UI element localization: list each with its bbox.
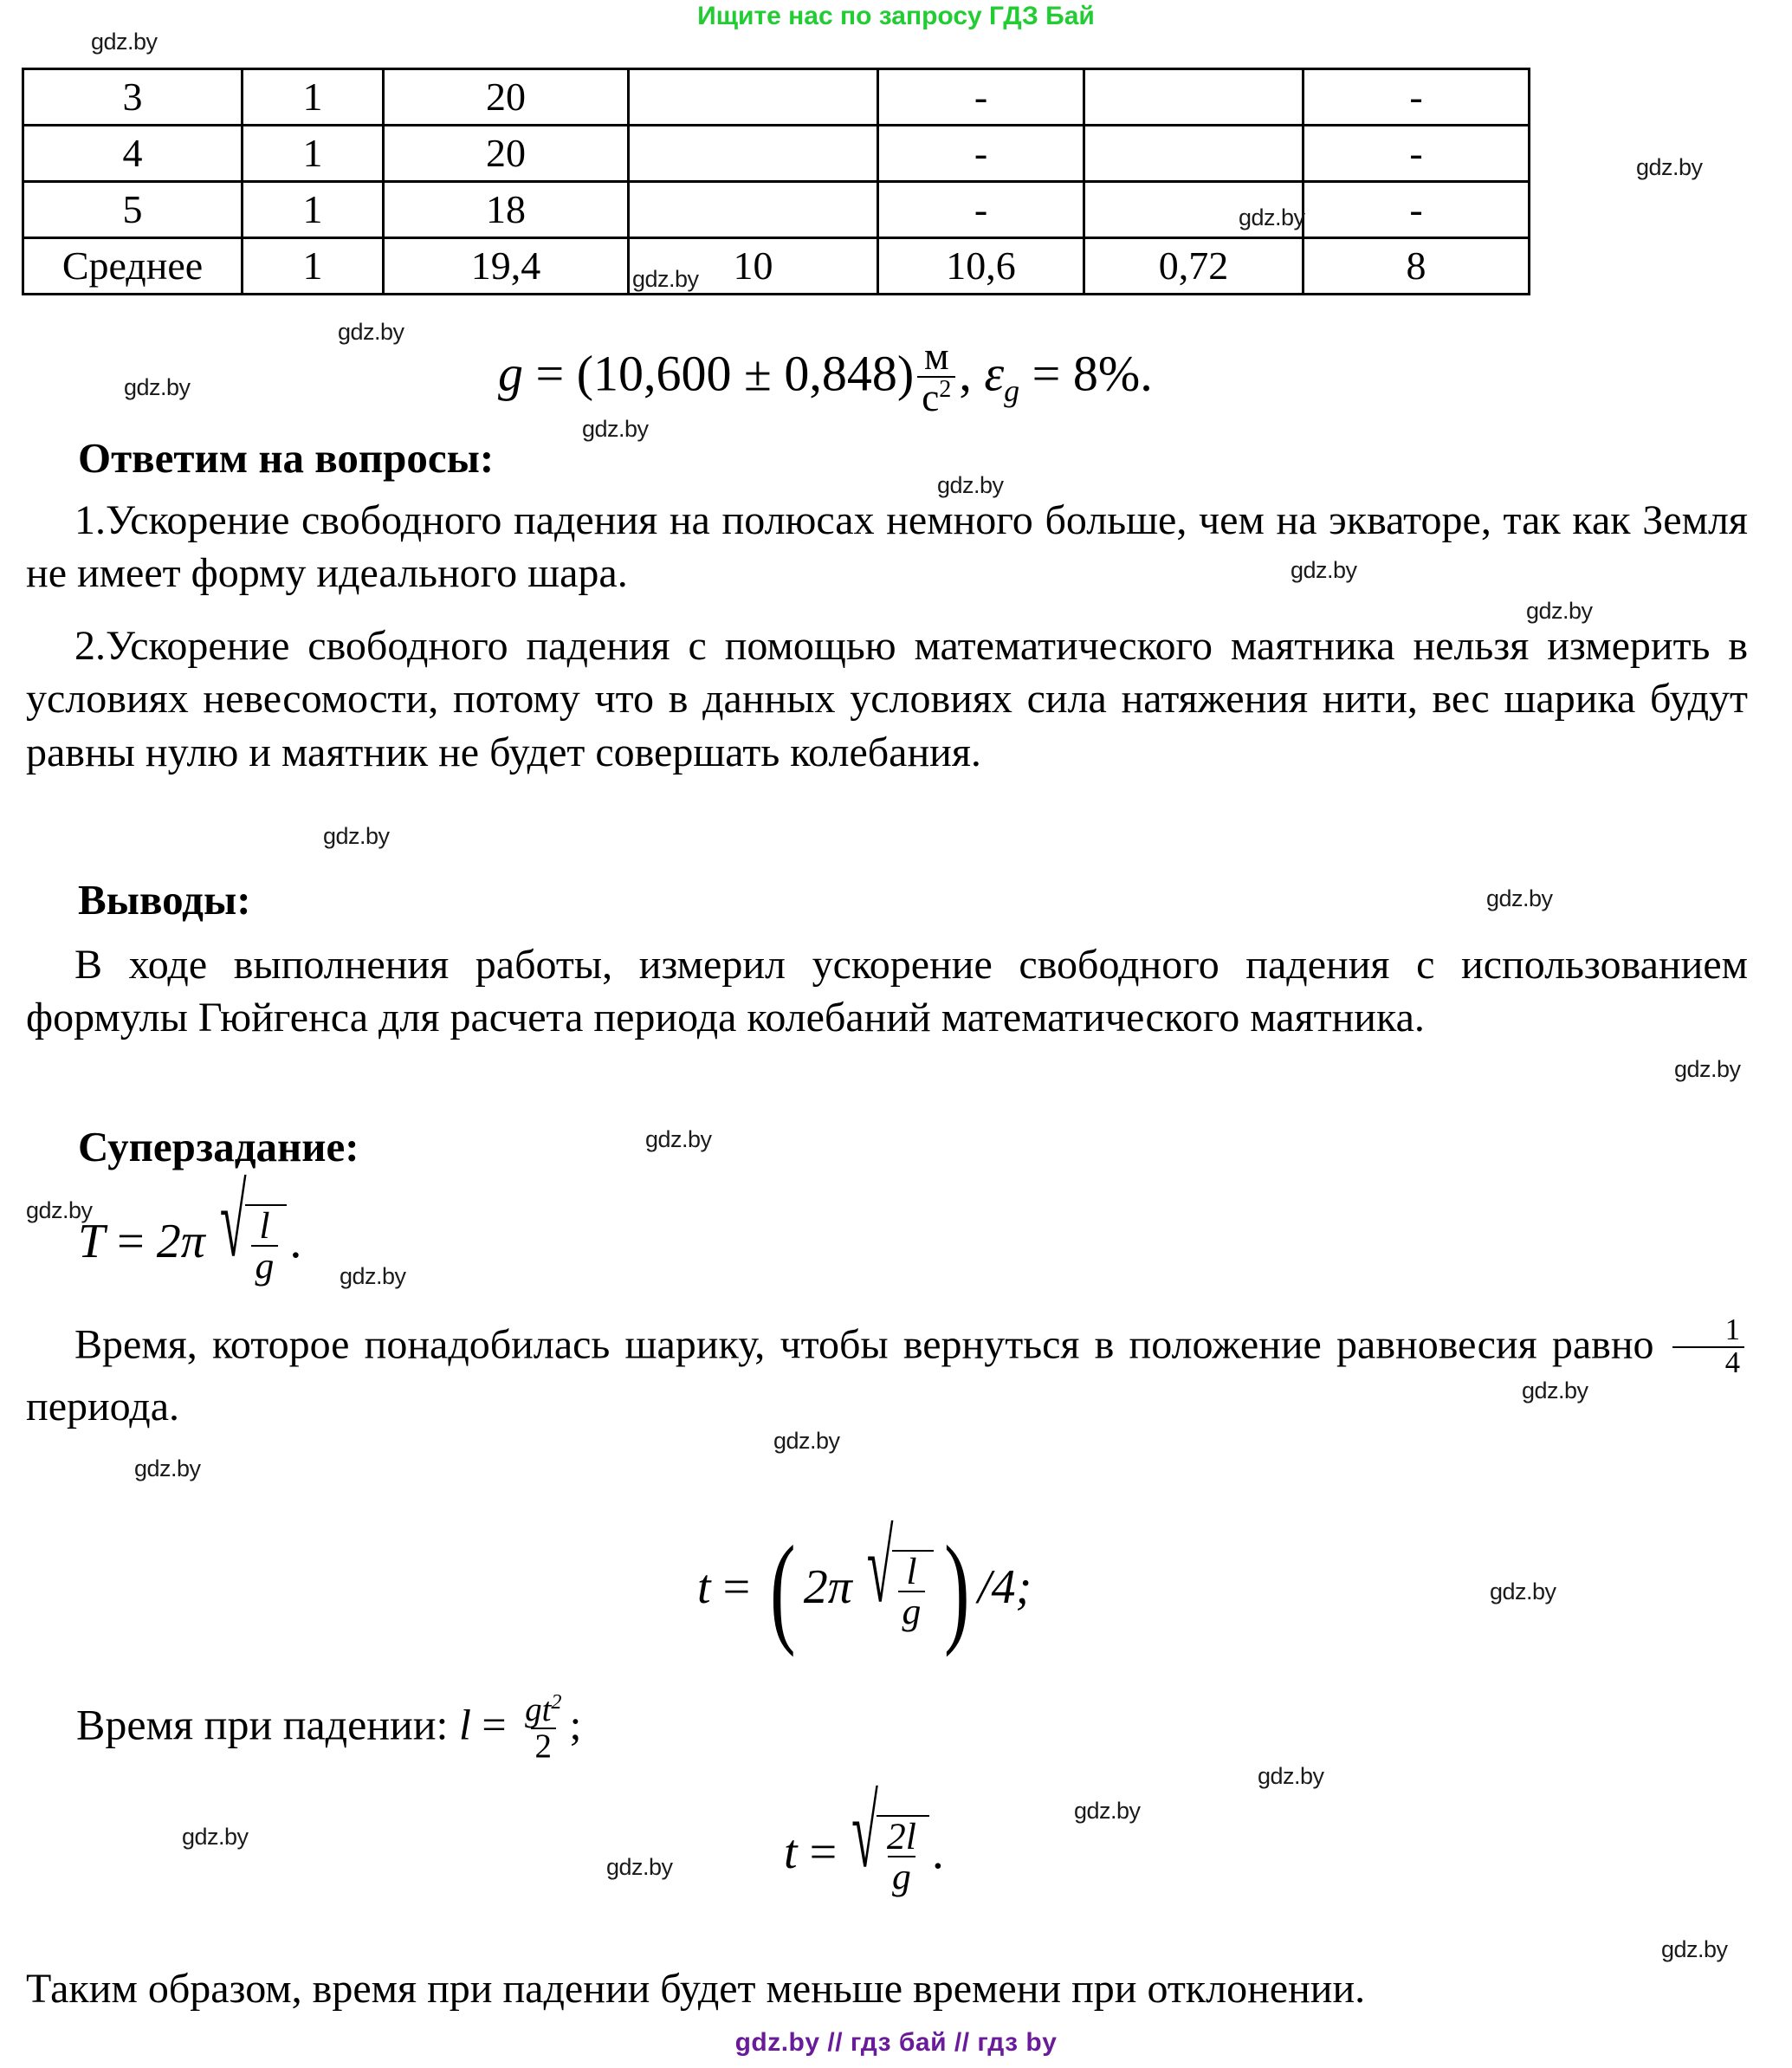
measurements-table-wrapper xyxy=(22,68,1510,295)
formula-period: . xyxy=(931,1825,944,1879)
fall-time-line xyxy=(76,1690,582,1766)
num-base: gt xyxy=(525,1691,552,1729)
watermark-gdz: gdz.by xyxy=(1258,1763,1324,1789)
sqrt-icon xyxy=(851,1776,929,1898)
watermark-gdz: gdz.by xyxy=(91,29,158,55)
result-formula xyxy=(498,334,1153,419)
formula-error: 0,848 xyxy=(784,345,897,402)
watermark-gdz: gdz.by xyxy=(340,1263,406,1289)
table-cell: 10,6 xyxy=(878,238,1084,295)
table-cell: 20 xyxy=(384,69,629,126)
watermark-gdz: gdz.by xyxy=(632,266,699,292)
unit-numerator: м xyxy=(923,334,949,378)
super-task-text-before xyxy=(26,1313,1748,1433)
fraction-numerator: l xyxy=(259,1204,270,1247)
final-conclusion-text: Таким образом, время при падении будет меньше времени при отклонении. xyxy=(26,1966,1366,2012)
watermark-gdz: gdz.by xyxy=(1291,557,1357,583)
table-row xyxy=(23,69,1530,126)
table-cell: 1 xyxy=(243,182,384,238)
watermark-gdz: gdz.by xyxy=(645,1126,712,1152)
radical-sign: √ xyxy=(851,1776,878,1890)
formula-symbol-t: t xyxy=(784,1825,798,1879)
table-cell: 1 xyxy=(243,126,384,182)
unit-den-exponent: 2 xyxy=(939,375,952,403)
formula-tail: /4; xyxy=(977,1559,1032,1614)
table-cell: 1 xyxy=(243,238,384,295)
unit-fraction xyxy=(917,336,955,418)
formula-equals: = xyxy=(722,1559,751,1614)
formula-semicolon: ; xyxy=(569,1700,582,1749)
formula-equals-2: = xyxy=(1032,345,1061,402)
table-cell: 20 xyxy=(384,126,629,182)
formula-symbol-T: T xyxy=(78,1214,106,1268)
watermark-gdz: gdz.by xyxy=(1239,204,1305,230)
table-cell xyxy=(629,69,878,126)
table-cell: 3 xyxy=(23,69,243,126)
formula-period: . xyxy=(289,1214,302,1268)
table-cell xyxy=(1084,69,1304,126)
unit-den-base: с xyxy=(922,375,940,419)
watermark-gdz: gdz.by xyxy=(1490,1579,1556,1604)
paren-open-large: ( xyxy=(770,1520,796,1658)
watermark-gdz: gdz.by xyxy=(134,1455,201,1481)
table-cell: - xyxy=(878,126,1084,182)
paren-close-large: ) xyxy=(944,1520,970,1658)
formula-equals: = xyxy=(535,345,565,402)
fraction-denominator: 2 xyxy=(531,1728,557,1764)
watermark-gdz: gdz.by xyxy=(338,319,404,345)
table-cell: 0,72 xyxy=(1084,238,1304,295)
conclusions-heading: Выводы: xyxy=(78,876,251,924)
formula-epsilon: ε xyxy=(984,345,1005,402)
table-cell: - xyxy=(1304,182,1530,238)
formula-equals: = xyxy=(482,1700,507,1749)
table-cell: - xyxy=(1304,69,1530,126)
table-cell: 19,4 xyxy=(384,238,629,295)
table-cell xyxy=(1084,182,1304,238)
watermark-gdz: gdz.by xyxy=(26,1197,93,1223)
table-row xyxy=(23,238,1530,295)
formula-plus-minus: ± xyxy=(744,345,772,402)
formula-epsilon-value: 8%. xyxy=(1072,345,1153,402)
table-cell: 4 xyxy=(23,126,243,182)
table-row xyxy=(23,182,1530,238)
fraction-numerator: 1 xyxy=(1724,1313,1741,1347)
watermark-gdz: gdz.by xyxy=(1074,1798,1141,1824)
watermark-gdz: gdz.by xyxy=(937,472,1004,498)
radical-sign: √ xyxy=(866,1511,894,1625)
formula-equals: = xyxy=(809,1825,838,1879)
watermark-gdz: gdz.by xyxy=(1526,598,1593,624)
table-cell: 5 xyxy=(23,182,243,238)
sqrt-icon xyxy=(219,1165,288,1287)
question-item-2: 2.Ускорение свободного падения с помощью математического маятника нельзя измерить в условиях невесомости, потому что в данных условиях сила натяжения нити, вес шарика будут равны нулю и маятник не будет совершать колебания. xyxy=(26,623,1748,775)
table-cell: 10 xyxy=(629,238,878,295)
unit-denominator xyxy=(917,376,955,418)
fraction-numerator xyxy=(521,1692,566,1728)
formula-symbol-g: g xyxy=(498,345,523,402)
table-cell: 8 xyxy=(1304,238,1530,295)
table-cell xyxy=(629,182,878,238)
watermark-gdz: gdz.by xyxy=(323,823,390,849)
watermark-gdz: gdz.by xyxy=(1661,1936,1728,1962)
measurements-table xyxy=(22,68,1530,295)
watermark-gdz: gdz.by xyxy=(773,1428,840,1454)
table-cell: 1 xyxy=(243,69,384,126)
watermark-gdz: gdz.by xyxy=(606,1854,673,1880)
watermark-gdz: gdz.by xyxy=(1674,1056,1741,1082)
watermark-gdz: gdz.by xyxy=(182,1824,249,1850)
fraction-denominator: g xyxy=(898,1591,926,1631)
num-exponent: 2 xyxy=(551,1690,562,1715)
question-item-1: 1.Ускорение свободного падения на полюсах немного больше, чем на экваторе, так как Земля не имеет форму идеального шара. xyxy=(26,497,1748,597)
super-task-text-after: периода. xyxy=(26,1383,180,1429)
table-cell: - xyxy=(878,182,1084,238)
watermark-gdz: gdz.by xyxy=(124,374,191,400)
formula-paren-close: ) xyxy=(896,345,915,402)
sqrt-body xyxy=(877,1815,929,1898)
watermark-gdz: gdz.by xyxy=(1636,154,1703,180)
sqrt-body xyxy=(245,1204,288,1287)
super-task-text-span: Время, которое понадобилась шарику, чтобы вернуться в положение равновесия равно xyxy=(74,1321,1654,1368)
lg-fraction xyxy=(898,1550,926,1633)
table-cell-average-label: Среднее xyxy=(23,238,243,295)
2lg-fraction xyxy=(883,1815,921,1898)
table-row xyxy=(23,126,1530,182)
sqrt-icon xyxy=(866,1511,935,1633)
formula-paren-open: ( xyxy=(576,345,594,402)
fraction-numerator: l xyxy=(906,1550,917,1592)
promo-banner: Ищите нас по запросу ГДЗ Бай xyxy=(697,2,1095,30)
fraction-denominator: g xyxy=(888,1856,915,1896)
fraction-numerator: 2l xyxy=(886,1815,916,1857)
fraction-denominator: g xyxy=(251,1245,279,1286)
questions-heading: Ответим на вопросы: xyxy=(78,434,495,482)
conclusions-text: В ходе выполнения работы, измерил ускорение свободного падения с использованием формулы Гюйгенса для расчета периода колебаний математического маятника. xyxy=(26,942,1748,1041)
fall-time-label: Время при падении: xyxy=(76,1700,449,1749)
table-cell: 18 xyxy=(384,182,629,238)
fraction-denominator: 4 xyxy=(1672,1346,1744,1378)
table-cell: - xyxy=(878,69,1084,126)
sqrt-body xyxy=(892,1550,935,1633)
radical-sign: √ xyxy=(219,1165,247,1280)
period-formula xyxy=(78,1165,302,1287)
footer-links: gdz.by // гдз бай // гдз by xyxy=(734,2028,1058,2057)
formula-symbol-t: t xyxy=(697,1559,711,1614)
time-formula xyxy=(697,1511,1032,1663)
formula-comma: , xyxy=(959,345,972,402)
lg-fraction xyxy=(251,1204,279,1287)
formula-coefficient: 2π xyxy=(803,1559,852,1614)
super-task-heading: Суперзадание: xyxy=(78,1123,359,1170)
formula-value: 10,600 xyxy=(593,345,732,402)
table-cell xyxy=(629,126,878,182)
formula-epsilon-sub: g xyxy=(1004,373,1020,409)
quarter-fraction xyxy=(1672,1315,1744,1378)
watermark-gdz: gdz.by xyxy=(1522,1378,1588,1404)
gt2-fraction xyxy=(521,1692,566,1764)
formula-equals: = xyxy=(117,1214,145,1268)
table-cell: - xyxy=(1304,126,1530,182)
fall-time-formula xyxy=(784,1776,944,1898)
formula-coefficient: 2π xyxy=(156,1214,205,1268)
formula-symbol-l: l xyxy=(458,1700,471,1749)
watermark-gdz: gdz.by xyxy=(1486,885,1553,911)
watermark-gdz: gdz.by xyxy=(582,416,649,442)
table-cell xyxy=(1084,126,1304,182)
